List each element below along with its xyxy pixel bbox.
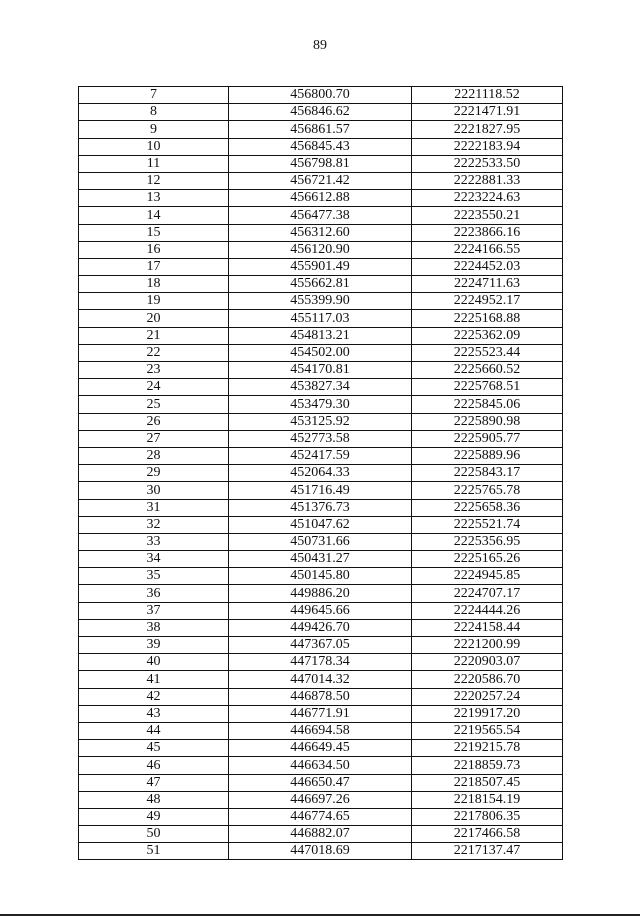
point-number-cell: 7 — [79, 87, 229, 104]
y-coordinate-cell: 2225165.26 — [412, 551, 563, 568]
y-coordinate-cell: 2218859.73 — [412, 757, 563, 774]
y-coordinate-cell: 2225356.95 — [412, 533, 563, 550]
point-number-cell: 30 — [79, 482, 229, 499]
table-row — [79, 774, 563, 791]
x-coordinate-cell: 452417.59 — [229, 447, 412, 464]
x-coordinate-cell: 452064.33 — [229, 465, 412, 482]
table-row — [79, 516, 563, 533]
x-coordinate-cell: 456721.42 — [229, 172, 412, 189]
y-coordinate-cell: 2225845.06 — [412, 396, 563, 413]
y-coordinate-cell: 2224452.03 — [412, 258, 563, 275]
table-row — [79, 740, 563, 757]
y-coordinate-cell: 2219917.20 — [412, 705, 563, 722]
x-coordinate-cell: 454813.21 — [229, 327, 412, 344]
coordinates-table — [78, 86, 563, 860]
x-coordinate-cell: 449645.66 — [229, 602, 412, 619]
point-number-cell: 39 — [79, 637, 229, 654]
y-coordinate-cell: 2225521.74 — [412, 516, 563, 533]
y-coordinate-cell: 2222881.33 — [412, 172, 563, 189]
point-number-cell: 37 — [79, 602, 229, 619]
x-coordinate-cell: 446697.26 — [229, 791, 412, 808]
x-coordinate-cell: 451716.49 — [229, 482, 412, 499]
table-row — [79, 482, 563, 499]
table-row — [79, 791, 563, 808]
x-coordinate-cell: 447018.69 — [229, 843, 412, 860]
point-number-cell: 50 — [79, 826, 229, 843]
x-coordinate-cell: 446771.91 — [229, 705, 412, 722]
x-coordinate-cell: 447367.05 — [229, 637, 412, 654]
point-number-cell: 47 — [79, 774, 229, 791]
y-coordinate-cell: 2225889.96 — [412, 447, 563, 464]
x-coordinate-cell: 454502.00 — [229, 344, 412, 361]
point-number-cell: 31 — [79, 499, 229, 516]
table-row — [79, 430, 563, 447]
y-coordinate-cell: 2222533.50 — [412, 155, 563, 172]
point-number-cell: 13 — [79, 190, 229, 207]
x-coordinate-cell: 455901.49 — [229, 258, 412, 275]
table-row — [79, 362, 563, 379]
table-row — [79, 654, 563, 671]
table-row — [79, 585, 563, 602]
point-number-cell: 42 — [79, 688, 229, 705]
y-coordinate-cell: 2224952.17 — [412, 293, 563, 310]
x-coordinate-cell: 449426.70 — [229, 619, 412, 636]
point-number-cell: 46 — [79, 757, 229, 774]
table-row — [79, 104, 563, 121]
y-coordinate-cell: 2217806.35 — [412, 808, 563, 825]
x-coordinate-cell: 446650.47 — [229, 774, 412, 791]
y-coordinate-cell: 2225768.51 — [412, 379, 563, 396]
y-coordinate-cell: 2225843.17 — [412, 465, 563, 482]
table-row — [79, 224, 563, 241]
y-coordinate-cell: 2218507.45 — [412, 774, 563, 791]
x-coordinate-cell: 455117.03 — [229, 310, 412, 327]
point-number-cell: 14 — [79, 207, 229, 224]
x-coordinate-cell: 456477.38 — [229, 207, 412, 224]
x-coordinate-cell: 451047.62 — [229, 516, 412, 533]
point-number-cell: 23 — [79, 362, 229, 379]
table-row — [79, 722, 563, 739]
point-number-cell: 25 — [79, 396, 229, 413]
y-coordinate-cell: 2224945.85 — [412, 568, 563, 585]
point-number-cell: 17 — [79, 258, 229, 275]
table-row — [79, 826, 563, 843]
x-coordinate-cell: 456120.90 — [229, 241, 412, 258]
y-coordinate-cell: 2220903.07 — [412, 654, 563, 671]
y-coordinate-cell: 2225890.98 — [412, 413, 563, 430]
point-number-cell: 43 — [79, 705, 229, 722]
point-number-cell: 27 — [79, 430, 229, 447]
point-number-cell: 16 — [79, 241, 229, 258]
point-number-cell: 18 — [79, 276, 229, 293]
y-coordinate-cell: 2224158.44 — [412, 619, 563, 636]
table-row — [79, 207, 563, 224]
y-coordinate-cell: 2224711.63 — [412, 276, 563, 293]
table-row — [79, 379, 563, 396]
point-number-cell: 40 — [79, 654, 229, 671]
table-row — [79, 155, 563, 172]
point-number-cell: 26 — [79, 413, 229, 430]
y-coordinate-cell: 2225765.78 — [412, 482, 563, 499]
y-coordinate-cell: 2221118.52 — [412, 87, 563, 104]
x-coordinate-cell: 449886.20 — [229, 585, 412, 602]
point-number-cell: 19 — [79, 293, 229, 310]
table-row — [79, 671, 563, 688]
table-row — [79, 413, 563, 430]
y-coordinate-cell: 2218154.19 — [412, 791, 563, 808]
coordinates-table-body — [79, 87, 563, 860]
point-number-cell: 15 — [79, 224, 229, 241]
x-coordinate-cell: 446878.50 — [229, 688, 412, 705]
table-row — [79, 258, 563, 275]
y-coordinate-cell: 2225658.36 — [412, 499, 563, 516]
x-coordinate-cell: 456798.81 — [229, 155, 412, 172]
table-row — [79, 138, 563, 155]
y-coordinate-cell: 2217137.47 — [412, 843, 563, 860]
x-coordinate-cell: 455662.81 — [229, 276, 412, 293]
point-number-cell: 51 — [79, 843, 229, 860]
point-number-cell: 38 — [79, 619, 229, 636]
x-coordinate-cell: 447178.34 — [229, 654, 412, 671]
point-number-cell: 10 — [79, 138, 229, 155]
point-number-cell: 28 — [79, 447, 229, 464]
point-number-cell: 29 — [79, 465, 229, 482]
x-coordinate-cell: 452773.58 — [229, 430, 412, 447]
page-number: 89 — [313, 38, 327, 53]
y-coordinate-cell: 2225660.52 — [412, 362, 563, 379]
x-coordinate-cell: 453479.30 — [229, 396, 412, 413]
point-number-cell: 24 — [79, 379, 229, 396]
y-coordinate-cell: 2224444.26 — [412, 602, 563, 619]
table-row — [79, 568, 563, 585]
x-coordinate-cell: 454170.81 — [229, 362, 412, 379]
x-coordinate-cell: 456800.70 — [229, 87, 412, 104]
table-row — [79, 276, 563, 293]
y-coordinate-cell: 2220586.70 — [412, 671, 563, 688]
point-number-cell: 48 — [79, 791, 229, 808]
point-number-cell: 33 — [79, 533, 229, 550]
y-coordinate-cell: 2217466.58 — [412, 826, 563, 843]
x-coordinate-cell: 456312.60 — [229, 224, 412, 241]
point-number-cell: 21 — [79, 327, 229, 344]
x-coordinate-cell: 455399.90 — [229, 293, 412, 310]
x-coordinate-cell: 456861.57 — [229, 121, 412, 138]
table-row — [79, 602, 563, 619]
table-row — [79, 327, 563, 344]
point-number-cell: 11 — [79, 155, 229, 172]
x-coordinate-cell: 450731.66 — [229, 533, 412, 550]
table-row — [79, 499, 563, 516]
point-number-cell: 20 — [79, 310, 229, 327]
y-coordinate-cell: 2221827.95 — [412, 121, 563, 138]
y-coordinate-cell: 2223866.16 — [412, 224, 563, 241]
table-row — [79, 843, 563, 860]
x-coordinate-cell: 446634.50 — [229, 757, 412, 774]
y-coordinate-cell: 2219565.54 — [412, 722, 563, 739]
y-coordinate-cell: 2221471.91 — [412, 104, 563, 121]
point-number-cell: 36 — [79, 585, 229, 602]
x-coordinate-cell: 456612.88 — [229, 190, 412, 207]
table-row — [79, 293, 563, 310]
table-row — [79, 396, 563, 413]
table-row — [79, 808, 563, 825]
x-coordinate-cell: 447014.32 — [229, 671, 412, 688]
y-coordinate-cell: 2224166.55 — [412, 241, 563, 258]
x-coordinate-cell: 451376.73 — [229, 499, 412, 516]
y-coordinate-cell: 2223550.21 — [412, 207, 563, 224]
point-number-cell: 45 — [79, 740, 229, 757]
table-row — [79, 637, 563, 654]
table-row — [79, 87, 563, 104]
y-coordinate-cell: 2225523.44 — [412, 344, 563, 361]
table-row — [79, 619, 563, 636]
table-row — [79, 190, 563, 207]
table-row — [79, 344, 563, 361]
table-row — [79, 241, 563, 258]
point-number-cell: 22 — [79, 344, 229, 361]
point-number-cell: 49 — [79, 808, 229, 825]
x-coordinate-cell: 456845.43 — [229, 138, 412, 155]
y-coordinate-cell: 2225362.09 — [412, 327, 563, 344]
point-number-cell: 9 — [79, 121, 229, 138]
table-row — [79, 551, 563, 568]
table-row — [79, 688, 563, 705]
y-coordinate-cell: 2219215.78 — [412, 740, 563, 757]
x-coordinate-cell: 450431.27 — [229, 551, 412, 568]
table-row — [79, 705, 563, 722]
point-number-cell: 44 — [79, 722, 229, 739]
x-coordinate-cell: 450145.80 — [229, 568, 412, 585]
page-bottom-edge — [0, 914, 640, 916]
table-row — [79, 121, 563, 138]
point-number-cell: 34 — [79, 551, 229, 568]
y-coordinate-cell: 2225905.77 — [412, 430, 563, 447]
table-row — [79, 310, 563, 327]
point-number-cell: 32 — [79, 516, 229, 533]
x-coordinate-cell: 456846.62 — [229, 104, 412, 121]
y-coordinate-cell: 2223224.63 — [412, 190, 563, 207]
table-row — [79, 533, 563, 550]
x-coordinate-cell: 446694.58 — [229, 722, 412, 739]
table-row — [79, 757, 563, 774]
x-coordinate-cell: 446649.45 — [229, 740, 412, 757]
table-row — [79, 172, 563, 189]
x-coordinate-cell: 453827.34 — [229, 379, 412, 396]
y-coordinate-cell: 2222183.94 — [412, 138, 563, 155]
y-coordinate-cell: 2220257.24 — [412, 688, 563, 705]
x-coordinate-cell: 446774.65 — [229, 808, 412, 825]
point-number-cell: 41 — [79, 671, 229, 688]
point-number-cell: 12 — [79, 172, 229, 189]
point-number-cell: 8 — [79, 104, 229, 121]
x-coordinate-cell: 453125.92 — [229, 413, 412, 430]
point-number-cell: 35 — [79, 568, 229, 585]
table-row — [79, 465, 563, 482]
table-row — [79, 447, 563, 464]
y-coordinate-cell: 2221200.99 — [412, 637, 563, 654]
y-coordinate-cell: 2225168.88 — [412, 310, 563, 327]
y-coordinate-cell: 2224707.17 — [412, 585, 563, 602]
x-coordinate-cell: 446882.07 — [229, 826, 412, 843]
